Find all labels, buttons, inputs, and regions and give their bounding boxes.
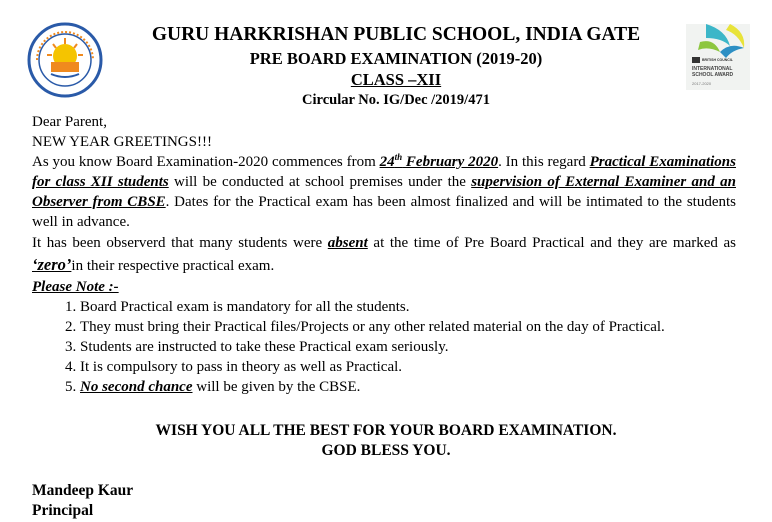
closing-message	[0, 421, 772, 461]
list-item: 3. Students are instructed to take these Practical exam seriously.	[80, 337, 736, 357]
award-line2: SCHOOL AWARD	[692, 71, 734, 78]
signatory-name: Mandeep Kaur	[32, 482, 134, 499]
list-item: 5. No second chance will be given by the CBSE.	[80, 377, 736, 397]
closing-line-2: GOD BLESS YOU.	[321, 442, 451, 459]
list-item: 1. Board Practical exam is mandatory for all the students.	[80, 297, 736, 317]
signature-block	[32, 481, 133, 521]
paragraph-1: As you know Board Examination-2020 commences from 24th February 2020. In this regard Practical Examinations for class XII students will be conducted at school premises under the supervision of External Examiner and an Observer from CBSE. Dates for the Practical exam has been almost finalized and will be intimated to the students well in advance.	[32, 152, 736, 230]
award-year: 2017-2020	[692, 81, 712, 86]
zero-highlight: ‘zero’	[32, 255, 72, 274]
signatory-title: Principal	[32, 502, 94, 519]
list-item: 4. It is compulsory to pass in theory as well as Practical.	[80, 357, 736, 377]
note-heading: Please Note :-	[32, 279, 119, 295]
award-line1: INTERNATIONAL	[692, 66, 733, 72]
list-item: 2. They must bring their Practical files/Projects or any other related material on the day of Practical.	[80, 317, 736, 337]
no-second-chance-highlight: No second chance	[80, 379, 193, 395]
absent-highlight: absent	[327, 235, 368, 251]
circular-number: Circular No. IG/Dec /2019/471	[302, 92, 490, 108]
practical-exams-highlight: Practical Examinations for class XII students	[32, 154, 736, 190]
letter-body	[32, 112, 736, 397]
class-title: CLASS –XII	[350, 70, 442, 89]
award-brand: BRITISH COUNCIL	[702, 58, 733, 62]
school-name: GURU HARKRISHAN PUBLIC SCHOOL, INDIA GATE	[151, 24, 641, 45]
notes-list	[32, 297, 736, 397]
board-exam-date: 24th February 2020	[379, 152, 499, 170]
closing-line-1: WISH YOU ALL THE BEST FOR YOUR BOARD EXAMINATION.	[155, 422, 617, 439]
paragraph-2: It has been observerd that many students were absent at the time of Pre Board Practical and they are marked as ‘zero’in their respective practical exam.	[32, 235, 736, 274]
exam-title: PRE BOARD EXAMINATION (2019-20)	[249, 49, 543, 68]
greeting: NEW YEAR GREETINGS!!!	[32, 134, 212, 150]
salutation: Dear Parent,	[32, 114, 107, 130]
supervision-highlight: supervision of External Examiner and an Observer from CBSE	[32, 174, 736, 210]
